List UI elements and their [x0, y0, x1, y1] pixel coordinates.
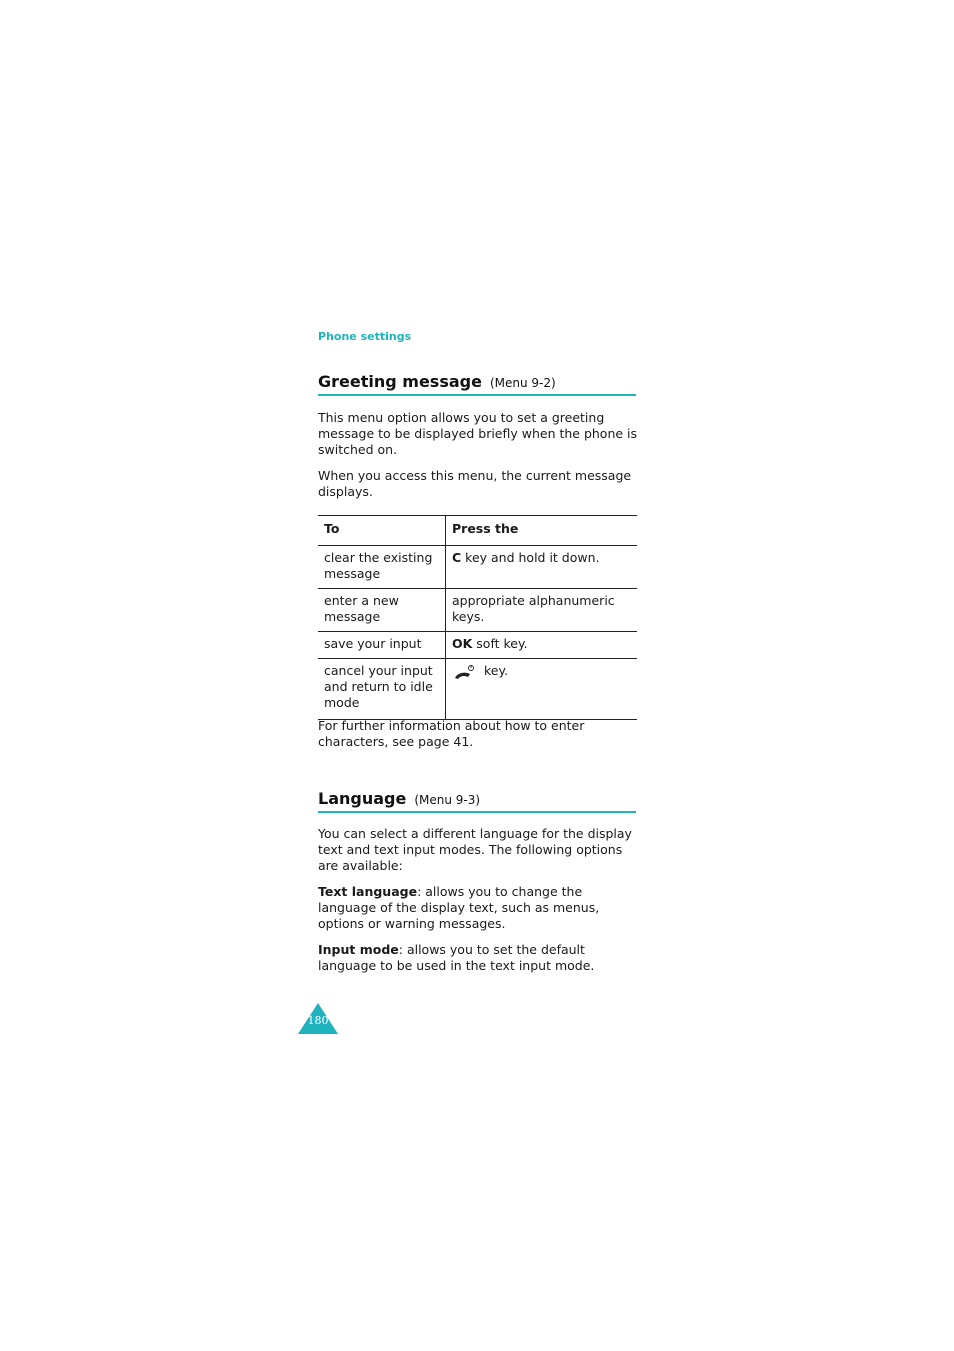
key-table	[318, 515, 637, 720]
page-number-badge	[298, 1003, 338, 1034]
key-action: key and hold it down.	[461, 550, 600, 565]
table-cell-to: cancel your input and return to idle mode	[318, 659, 446, 720]
text-language-item	[318, 884, 638, 932]
table-header-row	[318, 516, 637, 546]
table-row	[318, 659, 637, 720]
input-mode-term: Input mode	[318, 942, 399, 957]
table-cell-press	[446, 659, 638, 720]
greeting-current: When you access this menu, the current message displays.	[318, 468, 632, 499]
greeting-intro: This menu option allows you to set a greeting message to be displayed briefly when the phone is switched on.	[318, 410, 638, 457]
key-name: C	[452, 550, 462, 565]
greeting-further-info: For further information about how to enter characters, see page 41.	[318, 718, 585, 749]
table-cell-to: clear the existing message	[318, 546, 446, 589]
table-row	[318, 546, 637, 589]
key-action: appropriate alphanumeric keys.	[452, 593, 615, 624]
greeting-heading	[318, 372, 636, 396]
language-intro: You can select a different language for the display text and text input modes. The following options are available:	[318, 826, 632, 873]
language-title: Language	[318, 789, 407, 808]
text-language-desc: : allows you to change the language of the display text, such as menus, options or warning messages.	[318, 884, 600, 931]
key-name: OK	[452, 636, 473, 651]
greeting-title: Greeting message	[318, 372, 482, 391]
table-cell-to: save your input	[318, 632, 446, 659]
key-action: key.	[484, 663, 509, 678]
table-cell-to: enter a new message	[318, 589, 446, 632]
table-row	[318, 632, 637, 659]
input-mode-item	[318, 942, 638, 974]
greeting-menu-ref: (Menu 9-2)	[489, 376, 556, 390]
key-action: soft key.	[472, 636, 528, 651]
table-cell-press	[446, 632, 638, 659]
table-header-press: Press the	[446, 516, 638, 546]
language-heading	[318, 789, 636, 813]
table-row	[318, 589, 637, 632]
section-label: Phone settings	[318, 330, 412, 343]
end-call-icon	[452, 663, 478, 683]
page-number: 180	[307, 1014, 329, 1027]
table-cell-press	[446, 546, 638, 589]
table-header-to: To	[318, 516, 446, 546]
input-mode-desc: : allows you to set the default language to be used in the text input mode.	[318, 942, 595, 973]
text-language-term: Text language	[318, 884, 418, 899]
table-cell-press	[446, 589, 638, 632]
language-menu-ref: (Menu 9-3)	[414, 793, 481, 807]
